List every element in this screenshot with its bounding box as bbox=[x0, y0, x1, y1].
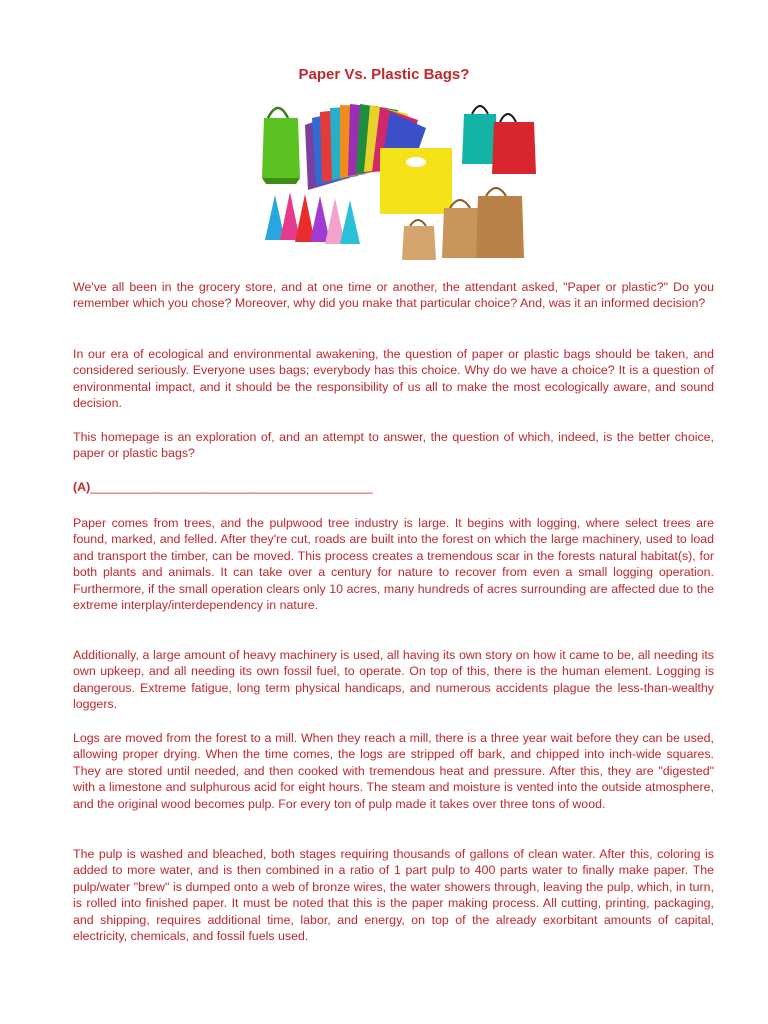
section-heading-blank-line: _________________________________________ bbox=[90, 480, 373, 494]
paragraph: Logs are moved from the forest to a mill. When they reach a mill, there is a three year wait before they can be used, allowing proper drying. When the time comes, the logs are stripped off bark, and chipped into inch-wide squares. They are stored until needed, and then cooked with tremendous heat and pressure. After this, they are "digested" with a limestone and sulphurous acid for eight hours. The steam and moisture is vented into the outside atmosphere, and the original wood becomes pulp. For every ton of pulp made it takes over three tons of wood. bbox=[73, 731, 714, 811]
paragraph: This homepage is an exploration of, and an attempt to answer, the question of which, indeed, is the better choice, paper or plastic bags? bbox=[73, 430, 714, 461]
paragraph: In our era of ecological and environmental awakening, the question of paper or plastic bags should be taken, and considered seriously. Everyone uses bags; everybody has this choice. Why do we have a choice? It is a question of environmental impact, and it should be the responsibility of us all to make the most ecologically aware, and sound decision. bbox=[73, 347, 714, 411]
paragraph: Paper comes from trees, and the pulpwood tree industry is large. It begins with logging, where select trees are found, marked, and felled. After they're cut, roads are built into the forest on which the large machinery, used to load and transport the timber, can be moved. This process creates a tremendous scar in the forests natural habitat(s), for both plants and animals. It can take over a century for nature to recover from even a small logging operation. Furthermore, if the small operation clears only 10 acres, many hundreds of acres surrounding are affected due to the extreme interplay/interdependency in nature. bbox=[73, 516, 714, 613]
page-title: Paper Vs. Plastic Bags? bbox=[298, 66, 470, 83]
paragraph: We've all been in the grocery store, and at one time or another, the attendant asked, "Paper or plastic?" Do you remember which you chose? Moreover, why did you make that particular choice? And, was it an informed decision? bbox=[73, 280, 714, 311]
section-heading-label: (A) bbox=[73, 480, 91, 494]
shopping-bags-image bbox=[250, 100, 540, 265]
shopping-bags-illustration bbox=[250, 100, 540, 265]
paragraph: The pulp is washed and bleached, both stages requiring thousands of gallons of clean water. After this, coloring is added to more water, and is then combined in a ratio of 1 part pulp to 400 parts water to finally make paper. The pulp/water "brew" is dumped onto a web of bronze wires, the water showers through, leaving the pulp, which, in turn, is rolled into finished paper. It must be noted that this is the paper making process. All cutting, printing, packaging, and shipping, requires additional time, labor, and energy, on top of the already exorbitant amounts of capital, electricity, chemicals, and fossil fuels used. bbox=[73, 847, 714, 944]
section-heading bbox=[73, 479, 714, 495]
paragraph: Additionally, a large amount of heavy machinery is used, all having its own story on how it came to be, all needing its own upkeep, and all needing its own fossil fuel, to operate. On top of this, there is the human element. Logging is dangerous. Extreme fatigue, long term physical handicaps, and numerous accidents plague the less-than-wealthy loggers. bbox=[73, 648, 714, 712]
